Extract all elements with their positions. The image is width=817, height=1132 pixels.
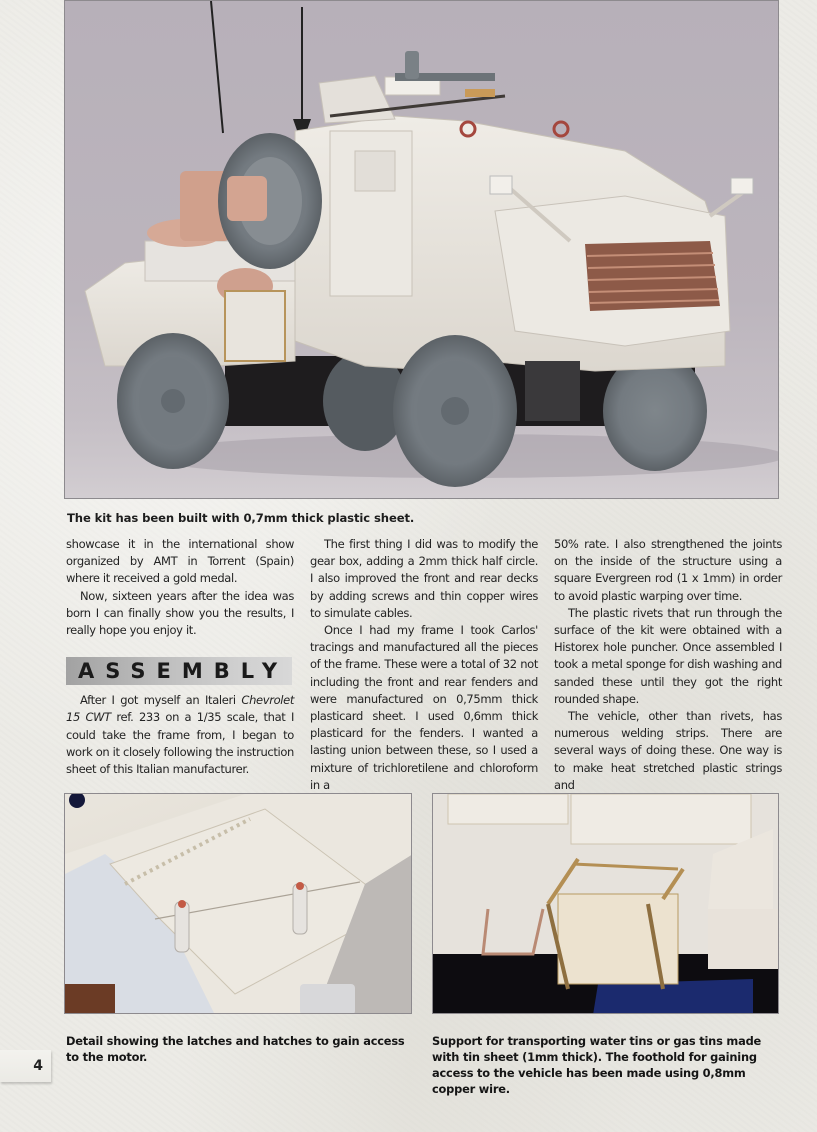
page-number-tab [0, 1050, 51, 1082]
kit-name: Chevrolet 15 CWT [66, 693, 294, 725]
armored-car-illustration [65, 1, 779, 499]
paragraph: showcase it in the international show organized by AMT in Torrent (Spain) where it received a gold medal. [66, 537, 294, 586]
article-column-1 [66, 536, 294, 778]
photo-caption-latches: Detail showing the latches and hatches to gain access to the motor. [66, 1034, 405, 1064]
main-photo-caption: The kit has been built with 0,7mm thick plastic sheet. [67, 511, 415, 525]
paragraph: 50% rate. I also strengthened the joints on the inside of the structure using a square Evergreen rod (1 x 1mm) in order to avoid plastic warping over time. [554, 537, 782, 603]
paragraph: Once I had my frame I took Carlos' tracings and manufactured all the pieces of the frame. These were a total of 32 not including the front and rear fenders and were manufactured on 0,75mm thick plasticard sheet. I used 0,6mm thick plasticard for the fenders. I wanted a lasting union between these, so I used a mixture of trichloretilene and chloroform in a [310, 623, 538, 792]
tin-rack-illustration [433, 794, 779, 1014]
paragraph: After I got myself an Italeri Chevrolet 15 CWT ref. 233 on a 1/35 scale, that I could take the frame from, I began to work on it closely following the instruction sheet of this Italian manufacturer. [66, 693, 294, 777]
page-number: 4 [33, 1058, 43, 1074]
main-photo-armored-car [64, 0, 779, 499]
paragraph: The plastic rivets that run through the surface of the kit were obtained with a Historex hole puncher. Once assembled I took a metal sponge for dish washing and sanded these until they got the right rounded shape. [554, 605, 782, 706]
photo-caption-support: Support for transporting water tins or gas tins made with tin sheet (1mm thick). The foothold for gaining access to the vehicle has been made using 0,8mm copper wire. [432, 1034, 762, 1096]
article-column-2 [310, 536, 538, 794]
article-column-3 [554, 536, 782, 794]
latches-illustration [65, 794, 412, 1014]
paragraph: Now, sixteen years after the idea was born I can finally show you the results, I really hope you enjoy it. [66, 588, 294, 638]
paragraph: The first thing I did was to modify the gear box, adding a 2mm thick half circle. I also improved the front and rear decks by adding screws and thin copper wires to simulate cables. [310, 537, 538, 620]
photo-engine-latches [64, 793, 412, 1014]
paragraph: The vehicle, other than rivets, has numerous welding strips. There are several ways of doing these. One way is to make heat stretched plastic strings and [554, 709, 782, 792]
section-heading-assembly: ASSEMBLY [66, 657, 292, 685]
photo-water-tin-support [432, 793, 779, 1014]
